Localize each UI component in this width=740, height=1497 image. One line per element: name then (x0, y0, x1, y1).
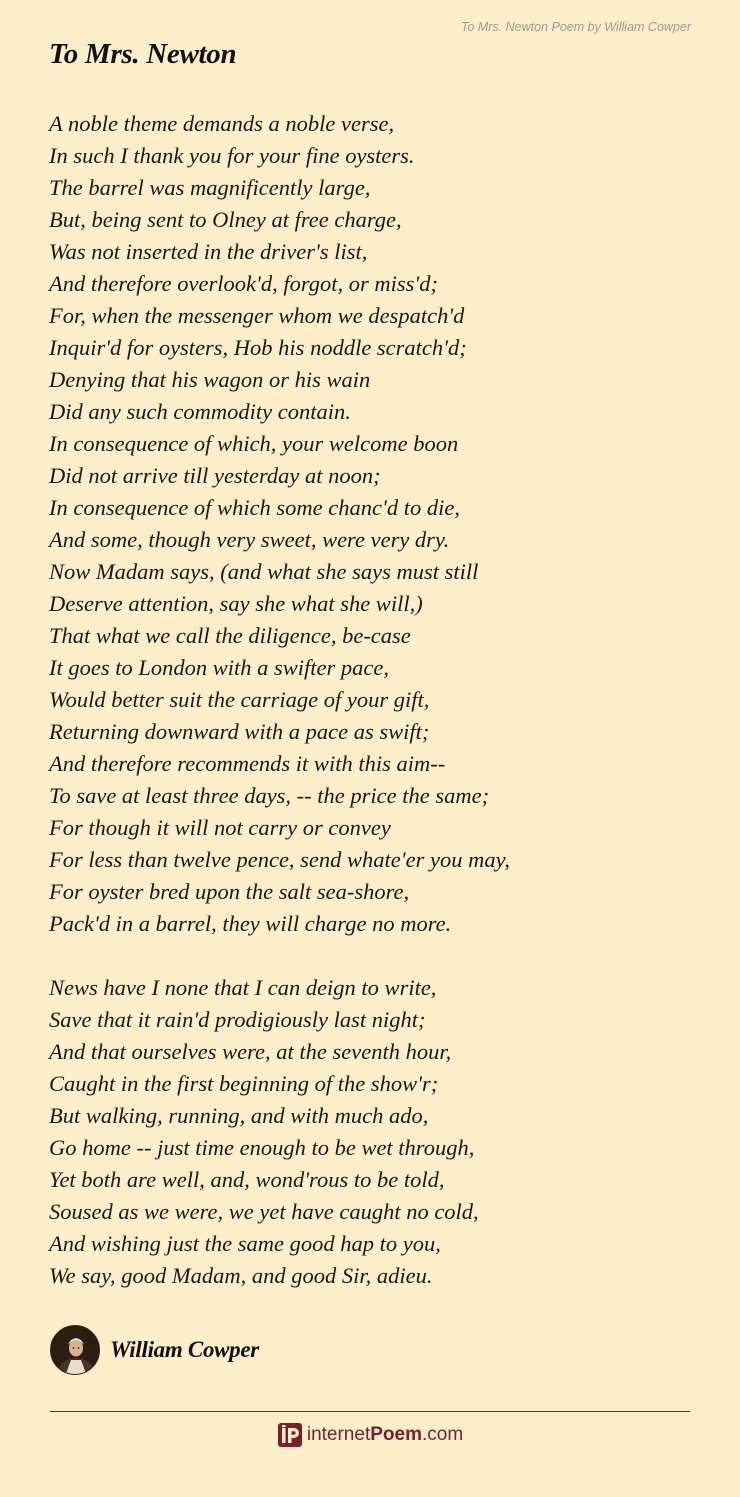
site-name-prefix: internet (306, 1424, 371, 1445)
poem-line: Yet both are well, and, wond'rous to be told, (49, 1167, 445, 1192)
poem-line: Would better suit the carriage of your gift, (49, 687, 430, 712)
poem-line: We say, good Madam, and good Sir, adieu. (49, 1263, 433, 1288)
poem-line: And therefore recommends it with this aim-- (49, 751, 446, 776)
poem-line: Inquir'd for oysters, Hob his noddle scratch'd; (49, 335, 467, 360)
author-block[interactable] (50, 1324, 259, 1376)
stanza (49, 972, 699, 1292)
poem-line: In consequence of which some chanc'd to die, (49, 495, 460, 520)
header-credit: To Mrs. Newton Poem by William Cowper (460, 20, 691, 34)
poem-line: Did any such commodity contain. (49, 399, 351, 424)
poem-line: In such I thank you for your fine oysters. (49, 143, 415, 168)
stanza (49, 108, 699, 940)
poem-line: And some, though very sweet, were very dry. (49, 527, 450, 552)
poem-title: To Mrs. Newton (49, 38, 237, 70)
site-name-suffix: .com (421, 1424, 464, 1445)
poem-line: Caught in the first beginning of the show'r; (49, 1071, 439, 1096)
internetpoem-logo-icon (277, 1422, 303, 1448)
poem-line: For less than twelve pence, send whate'er you may, (49, 847, 510, 872)
poem-line: The barrel was magnificently large, (49, 175, 371, 200)
site-footer[interactable] (0, 1422, 740, 1448)
poem-line: That what we call the diligence, be-case (49, 623, 411, 648)
poem-line: Did not arrive till yesterday at noon; (49, 463, 381, 488)
footer-divider (50, 1411, 690, 1412)
author-portrait-icon[interactable] (50, 1325, 100, 1375)
poem-line: Soused as we were, we yet have caught no cold, (49, 1199, 479, 1224)
poem-line: Deserve attention, say she what she will,) (49, 591, 423, 616)
poem-line: But, being sent to Olney at free charge, (49, 207, 402, 232)
poem-body (49, 108, 699, 1292)
poem-line: It goes to London with a swifter pace, (49, 655, 389, 680)
site-name-bold: Poem (370, 1424, 422, 1445)
poem-line: A noble theme demands a noble verse, (49, 111, 395, 136)
poem-line: For, when the messenger whom we despatch'd (49, 303, 465, 328)
poem-line: Go home -- just time enough to be wet through, (49, 1135, 475, 1160)
poem-line: Denying that his wagon or his wain (49, 367, 371, 392)
poem-line: News have I none that I can deign to write, (49, 975, 437, 1000)
poem-line: Pack'd in a barrel, they will charge no more. (49, 911, 452, 936)
poem-line: Save that it rain'd prodigiously last night; (49, 1007, 426, 1032)
poem-line: Was not inserted in the driver's list, (49, 239, 368, 264)
poem-line: In consequence of which, your welcome boon (49, 431, 459, 456)
poem-line: And therefore overlook'd, forgot, or miss'd; (49, 271, 438, 296)
poem-line: To save at least three days, -- the price the same; (49, 783, 490, 808)
poem-line: Returning downward with a pace as swift; (49, 719, 430, 744)
author-name-link[interactable]: William Cowper (110, 1337, 259, 1362)
site-name-link[interactable] (307, 1424, 463, 1446)
poem-line: And that ourselves were, at the seventh hour, (49, 1039, 452, 1064)
poem-line: For oyster bred upon the salt sea-shore, (49, 879, 410, 904)
poem-line: Now Madam says, (and what she says must still (49, 559, 479, 584)
poem-line: For though it will not carry or convey (49, 815, 391, 840)
poem-line: But walking, running, and with much ado, (49, 1103, 429, 1128)
poem-line: And wishing just the same good hap to you, (49, 1231, 441, 1256)
